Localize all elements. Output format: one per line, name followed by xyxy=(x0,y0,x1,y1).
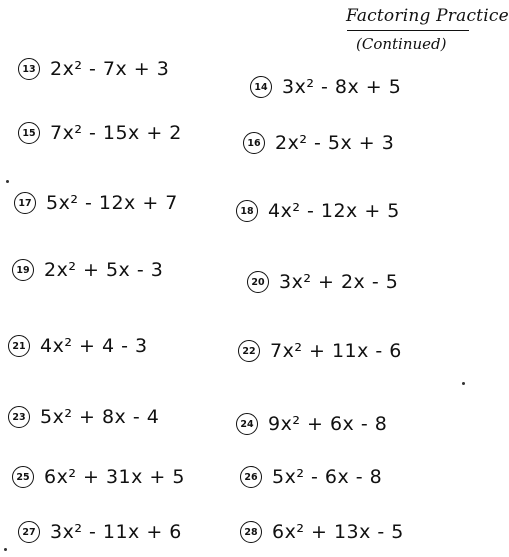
problem-24 xyxy=(236,407,387,441)
scan-speck xyxy=(4,548,7,551)
problem-number: 23 xyxy=(8,406,30,428)
problem-13 xyxy=(18,52,169,86)
problem-expression: 3x² + 2x - 5 xyxy=(279,271,399,293)
page-title: Factoring Practice xyxy=(346,6,509,26)
problem-expression: 3x² - 8x + 5 xyxy=(282,76,402,98)
problem-number: 26 xyxy=(240,466,262,488)
problem-expression: 4x² + 4 - 3 xyxy=(40,335,148,357)
problem-19 xyxy=(12,253,163,287)
problem-expression: 2x² + 5x - 3 xyxy=(44,259,164,281)
problem-number: 21 xyxy=(8,335,30,357)
problem-number: 13 xyxy=(18,58,40,80)
problem-expression: 5x² - 12x + 7 xyxy=(46,192,178,214)
problem-expression: 2x² - 5x + 3 xyxy=(275,132,395,154)
problem-number: 20 xyxy=(247,271,269,293)
page-subtitle: (Continued) xyxy=(356,35,447,53)
problem-28 xyxy=(240,515,404,549)
problem-number: 25 xyxy=(12,466,34,488)
problem-expression: 2x² - 7x + 3 xyxy=(50,58,170,80)
problem-expression: 6x² + 31x + 5 xyxy=(44,466,185,488)
problem-number: 16 xyxy=(243,132,265,154)
problem-number: 15 xyxy=(18,122,40,144)
problem-expression: 3x² - 11x + 6 xyxy=(50,521,182,543)
problem-expression: 7x² + 11x - 6 xyxy=(270,340,402,362)
problem-23 xyxy=(8,400,159,434)
problem-22 xyxy=(238,334,402,368)
scan-speck xyxy=(462,382,465,385)
problem-17 xyxy=(14,186,178,220)
problem-number: 27 xyxy=(18,521,40,543)
problem-expression: 4x² - 12x + 5 xyxy=(268,200,400,222)
problem-number: 19 xyxy=(12,259,34,281)
problem-number: 14 xyxy=(250,76,272,98)
scan-speck xyxy=(6,180,9,183)
problem-number: 22 xyxy=(238,340,260,362)
problem-expression: 5x² + 8x - 4 xyxy=(40,406,160,428)
problem-number: 28 xyxy=(240,521,262,543)
problem-20 xyxy=(247,265,398,299)
problem-27 xyxy=(18,515,182,549)
problem-expression: 7x² - 15x + 2 xyxy=(50,122,182,144)
problem-expression: 9x² + 6x - 8 xyxy=(268,413,388,435)
problem-15 xyxy=(18,116,182,150)
problem-number: 24 xyxy=(236,413,258,435)
problem-expression: 5x² - 6x - 8 xyxy=(272,466,383,488)
problem-18 xyxy=(236,194,400,228)
problem-number: 17 xyxy=(14,192,36,214)
problem-number: 18 xyxy=(236,200,258,222)
problem-21 xyxy=(8,329,148,363)
problem-expression: 6x² + 13x - 5 xyxy=(272,521,404,543)
problem-16 xyxy=(243,126,394,160)
problem-25 xyxy=(12,460,185,494)
problem-26 xyxy=(240,460,382,494)
problem-14 xyxy=(250,70,401,104)
